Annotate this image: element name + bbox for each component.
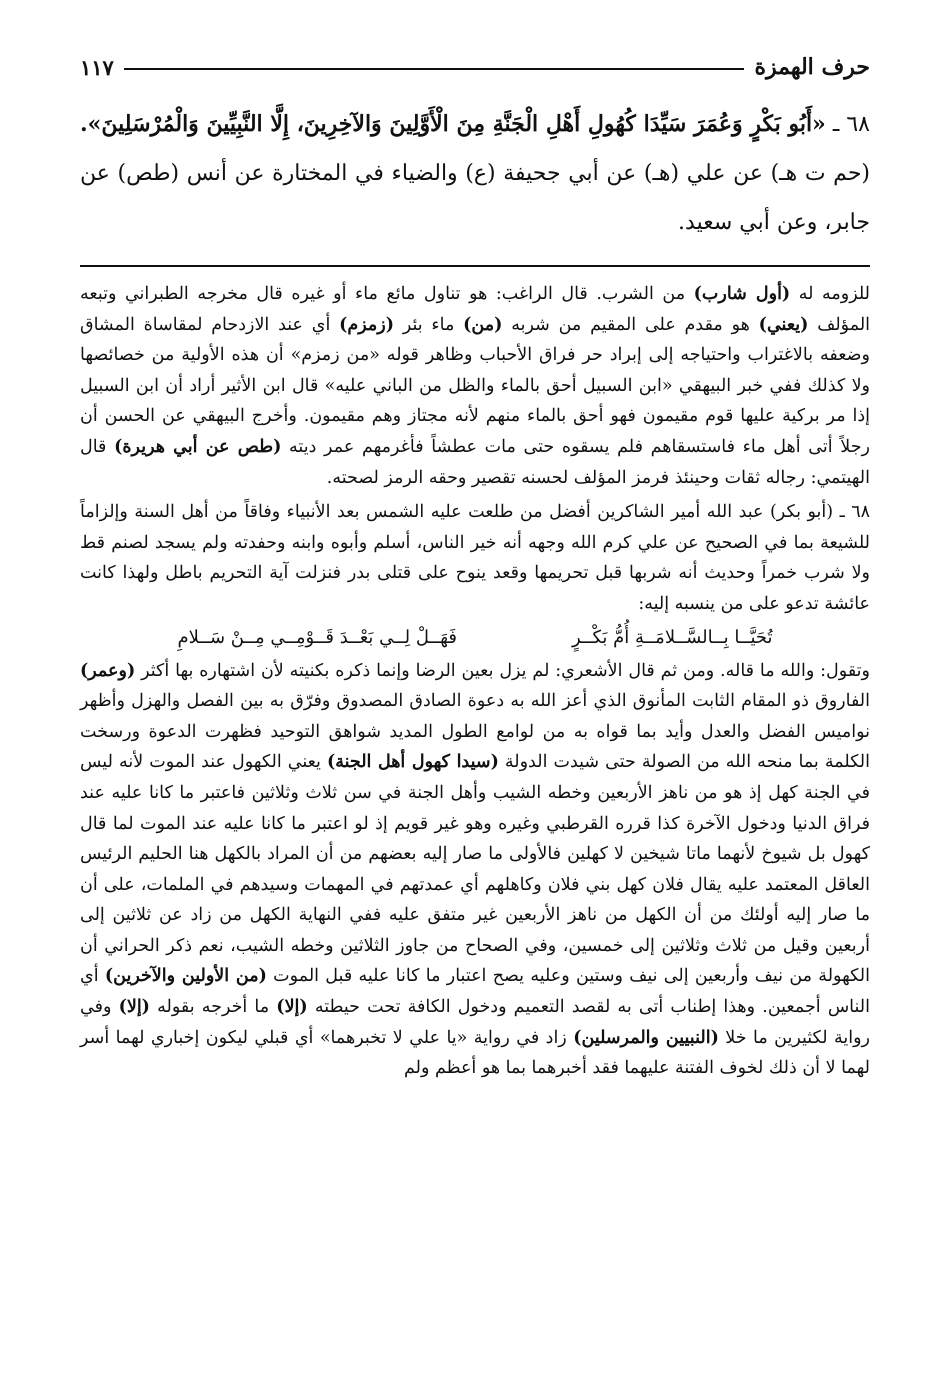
commentary-text: ماء بئر	[394, 314, 464, 335]
commentary-text: وفي رواية لكثيرين ما خلا	[80, 997, 870, 1048]
commentary-text: من الشرب. قال الراغب: هو تناول مائع ماء أو غيره قال مخرجه الطبراني وتبعه المؤلف	[80, 284, 871, 335]
commentary-text: ما أخرجه بقوله	[149, 997, 277, 1018]
verse-hemistich-1: تُحَيَّــا بِــالسَّــلامَــةِ أُمُّ بَكْــرٍ	[571, 626, 773, 648]
hadith-number: ٦٨ ـ	[832, 112, 870, 137]
commentary-term: (من الأولين والآخرين)	[104, 966, 267, 987]
commentary-term: (إلا)	[118, 997, 150, 1018]
page-header	[80, 42, 870, 82]
commentary-text: الفاروق ذو المقام الثابت المأنوق الذي أعز الله به دعوة الصادق المصدوق وفرّق به بين الفصل والهزل وأظهر نواميس الفضل والعدل وأيد بما قواه به من لوامع الطول المديد شواهق التوحيد فظهرت الدعوة ورسخت الكلمة بما منحه الله من الصولة حتى شيدت الدولة	[80, 691, 870, 773]
commentary-text: أي الناس أجمعين. وهذا إطناب أتى به لقصد التعميم ودخول الكافة تحت حيطته	[80, 966, 870, 1018]
commentary-term: (وعمر)	[80, 660, 136, 681]
commentary-term: (يعني)	[758, 314, 809, 335]
chapter-title: حرف الهمزة	[754, 54, 870, 80]
hadith-matn: «أَبُو بَكْرٍ وَعُمَرَ سَيِّدَا كُهُولِ أَهْلِ الْجَنَّةِ مِنَ الْأَوَّلِينَ وَالآخِرِينَ، إِلَّا النَّبِيِّينَ وَالْمُرْسَلِينَ».	[80, 111, 826, 137]
page-number: ١١٧	[80, 55, 114, 80]
book-page	[80, 42, 870, 1352]
commentary	[80, 279, 870, 1084]
commentary-term: (سيدا كهول أهل الجنة)	[326, 752, 499, 773]
commentary-text: أي عند الازدحام لمقاساة المشاق وضعفه بالاغتراب واحتياجه إلى إبراد حر فراق الأحباب وظاهر قوله «من زمزم» أن هذه الأولية من خصائصها ولا كذلك ففي خبر البيهقي «ابن السبيل أحق بالماء والظل من الباني عليه» قال ابن الأثير أراد أن ابن السبيل إذا مر بركية عليها قوم مقيمون فهو أحق بالماء منهم لأنه مجتاز وهم مقيمون. وأخرج البيهقي عن الحسن أن رجلاً أتى أهل ماء فاستسقاهم فلم يسقوه حتى مات عطشاً فأغرمهم عمر ديته	[80, 314, 870, 457]
verse-hemistich-2: فَهَــلْ لِــي بَعْــدَ قَــوْمِــي مِــنْ سَــلامِ	[177, 626, 457, 648]
hadith-text	[80, 100, 870, 247]
commentary-term: (إلا)	[276, 997, 308, 1018]
commentary-term: (أول شارب)	[693, 284, 791, 304]
header-rule	[124, 68, 745, 70]
footnote-divider	[80, 265, 870, 267]
commentary-text: للزومه له	[790, 284, 871, 304]
commentary-text: هو مقدم على المقيم من شربه	[502, 314, 759, 335]
commentary-text: قال الهيتمي: رجاله ثقات وحينئذ فرمز المؤلف لحسنه تقصير وحقه الرمز لصحته.	[80, 436, 870, 488]
commentary-paragraph-2: ٦٨ ـ (أبو بكر) عبد الله أمير الشاكرين أفضل من طلعت عليه الشمس بعد الأنبياء وفاقاً من أهل السنة وإلزاماً للشيعة بما في الصحيح عن علي كرم الله وجهه أنه خير الناس، أسلم وأبوه وابنه وحفدته ولم يسجد لصنم قط ولا شرب خمراً وحديث أنه شربها قبل تحريمها وقعد ينوح على قتلى بدر فنزلت آية التحريم باطل ولهذا كانت عائشة تدعو على من ينسبه إليه:	[80, 502, 870, 614]
hadith-takhrij: (حم ت هـ) عن علي (هـ) عن أبي جحيفة (ع) والضياء في المختارة عن أنس (طص) عن جابر، وعن أبي سعيد.	[80, 161, 870, 235]
commentary-term: (زمزم)	[339, 314, 395, 335]
commentary-text: يعني الكهول عند الموت لأنه ليس في الجنة كهل إذ هو من ناهز الأربعين وخطه الشيب وأهل الجنة في سن ثلاث وثلاثين فاعتبر ما كانا عليه عند فراق الدنيا ودخول الآخرة كذا قرره القرطبي وغيره وهو غير قويم إذ لو اعتبر ما كانا عليه عند الموت لما قال كهول بل شيوخ لأنهما ماتا شيخين لا كهلين فالأولى ما صار إليه بعضهم من أن المراد بالكهل هنا الحليم الرئيس العاقل المعتمد عليه يقال فلان كهل بني فلان وكاهلهم أي عمدتهم في المهمات وسيدهم في الملمات، على أن ما صار إليه أولئك من أن الكهل من ناهز الأربعين غير متفق عليه ففي النهاية الكهل من زاد عن ثلاثين إلى أربعين وقيل من ثلاث وثلاثين إلى خمسين، وفي الصحاح من جاوز الثلاثين وخطه الشيب، نعم ذكر الحراني أن الكهولة من نيف وأربعين إلى نيف وستين وعليه يصح اعتبار ما كانا عليه قبل الموت	[80, 752, 870, 987]
commentary-term: (النبيين والمرسلين)	[573, 1027, 719, 1048]
commentary-text: وتقول: والله ما قاله. ومن ثم قال الأشعري: لم يزل بعين الرضا وإنما ذكره بكنيته لأن اشتهاره بها أكثر	[135, 660, 870, 681]
poetry-verse	[80, 620, 870, 656]
commentary-term: (من)	[463, 314, 503, 335]
commentary-paragraph-3	[80, 656, 870, 1084]
commentary-text: زاد في رواية «يا علي لا تخبرهما» أي قبلي ليكون إخباري لهما أسر لهما لا أن ذلك لخوف الفتنة عليهما فقد أخبرهما بما هو أعظم ولم	[80, 1027, 870, 1079]
commentary-paragraph-1	[80, 279, 870, 493]
commentary-term: (طص عن أبي هريرة)	[114, 436, 282, 457]
